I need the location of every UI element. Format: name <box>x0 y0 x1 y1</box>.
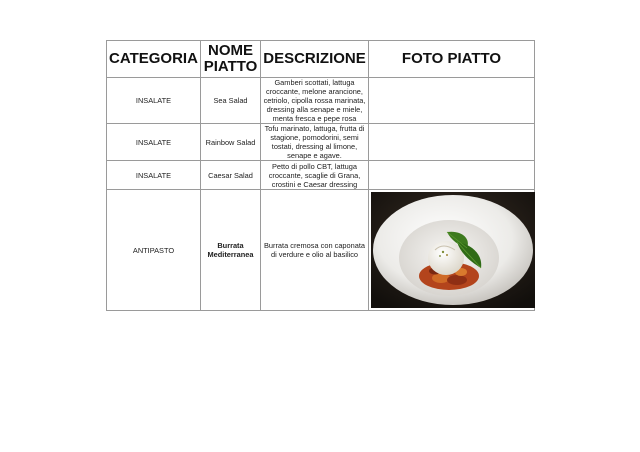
table-row <box>107 161 535 190</box>
cell-nome: Sea Salad <box>201 78 261 124</box>
cell-nome: Burrata Mediterranea <box>201 190 261 311</box>
cell-descrizione: Burrata cremosa con caponata di verdure e olio al basilico <box>261 190 369 311</box>
cell-descrizione: Gamberi scottati, lattuga croccante, melone arancione, cetriolo, cipolla rossa marinata, dressing alla senape e miele, menta fresca e pepe rosa <box>261 78 369 124</box>
cell-categoria: INSALATE <box>107 161 201 190</box>
cell-foto-empty <box>369 161 535 190</box>
burrata-dish-image <box>371 192 535 308</box>
cell-nome: Caesar Salad <box>201 161 261 190</box>
header-row <box>107 41 535 78</box>
menu-table <box>106 40 535 311</box>
dish-photo <box>371 192 535 308</box>
cell-foto-empty <box>369 78 535 124</box>
cell-foto-empty <box>369 124 535 161</box>
table-row <box>107 190 535 311</box>
cell-categoria: INSALATE <box>107 78 201 124</box>
cell-categoria: ANTIPASTO <box>107 190 201 311</box>
table-row <box>107 78 535 124</box>
cell-nome: Rainbow Salad <box>201 124 261 161</box>
cell-categoria: INSALATE <box>107 124 201 161</box>
header-nome-piatto: NOME PIATTO <box>201 41 261 78</box>
header-foto-piatto: FOTO PIATTO <box>369 41 535 78</box>
cell-descrizione: Petto di pollo CBT, lattuga croccante, scaglie di Grana, crostini e Caesar dressing <box>261 161 369 190</box>
table-row <box>107 124 535 161</box>
cell-foto <box>369 190 535 311</box>
cell-descrizione: Tofu marinato, lattuga, frutta di stagione, pomodorini, semi tostati, dressing al limone, senape e agave. <box>261 124 369 161</box>
header-categoria: CATEGORIA <box>107 41 201 78</box>
header-descrizione: DESCRIZIONE <box>261 41 369 78</box>
